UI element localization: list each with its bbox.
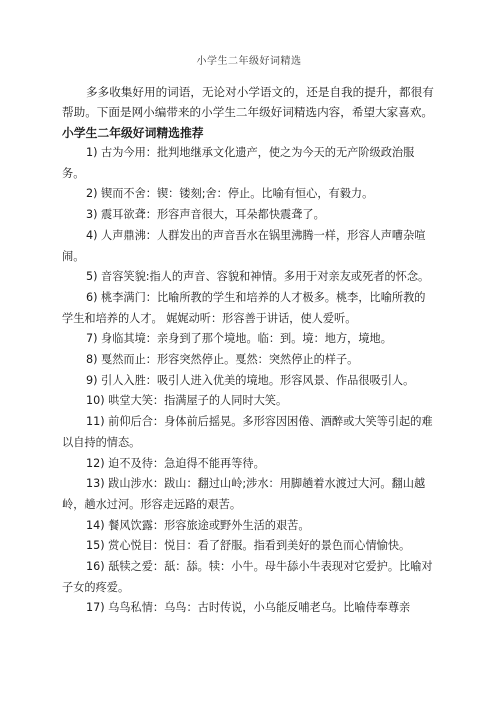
- idiom-entry-1: 1) 古为今用：批判地继承文化遗产，使之为今天的无产阶级政治服务。: [62, 146, 415, 180]
- idiom-entry-11: 11) 前仰后合：身体前后摇晃。多形容因困倦、酒醉或大笑等引起的难以自持的情态。: [62, 415, 433, 449]
- idiom-entry-13: 13) 跋山涉水：跋山：翻过山岭;涉水：用脚趟着水渡过大河。翻山越岭，趟水过河。形容走远路的艰苦。: [62, 477, 426, 511]
- idiom-entry-5: 5) 音容笑貌:指人的声音、容貌和神情。多用于对亲友或死者的怀念。: [86, 270, 430, 284]
- idiom-entry-9: 9) 引人入胜：吸引人进入优美的境地。形容风景、作品很吸引人。: [86, 373, 415, 387]
- section-heading: 小学生二年级好词精选推荐: [62, 126, 204, 140]
- idiom-entry-16: 16) 舐犊之爱：舐：舔。犊：小牛。母牛舔小牛表现对它爱护。比喻对子女的疼爱。: [62, 560, 433, 594]
- document-title: 小学生二年级好词精选: [196, 56, 302, 67]
- idiom-entry-10: 10) 哄堂大笑：指满屋子的人同时大笑。: [86, 394, 288, 408]
- idiom-entry-7: 7) 身临其境：亲身到了那个境地。临：到。境：地方，境地。: [86, 332, 392, 346]
- idiom-list: [62, 143, 436, 619]
- idiom-entry-4: 4) 人声鼎沸：人群发出的声音吾水在锅里沸腾一样，形容人声嘈杂喧闹。: [62, 228, 426, 263]
- idiom-entry-8: 8) 戛然而止：形容突然停止。戛然：突然停止的样子。: [86, 353, 359, 367]
- intro-paragraph: 多多收集好用的词语，无论对小学语文的，还是自我的提升，都很有帮助。下面是网小编带来的小学生二年级好词精选内容，希望大家喜欢。: [62, 85, 434, 119]
- idiom-entry-14: 14) 餐风饮露：形容旅途或野外生活的艰苦。: [86, 518, 310, 532]
- idiom-entry-3: 3) 震耳欲聋：形容声音很大，耳朵都快震聋了。: [86, 208, 325, 222]
- idiom-entry-15: 15) 赏心悦目：悦目：看了舒服。指看到美好的景色而心情愉快。: [86, 539, 411, 553]
- idiom-entry-2: 2) 锲而不舍：锲：镂刻;舍：停止。比喻有恒心，有毅力。: [86, 187, 374, 201]
- idiom-entry-17: 17) 乌鸟私情：乌鸟：古时传说，小乌能反哺老乌。比喻侍奉尊亲: [86, 601, 411, 615]
- idiom-entry-6: 6) 桃李满门：比喻所教的学生和培养的人才极多。桃李，比喻所教的学生和培养的人才。 娓娓动听：形容善于讲话，使人爱听。: [62, 290, 426, 325]
- idiom-entry-12: 12) 迫不及待：急迫得不能再等待。: [86, 456, 265, 470]
